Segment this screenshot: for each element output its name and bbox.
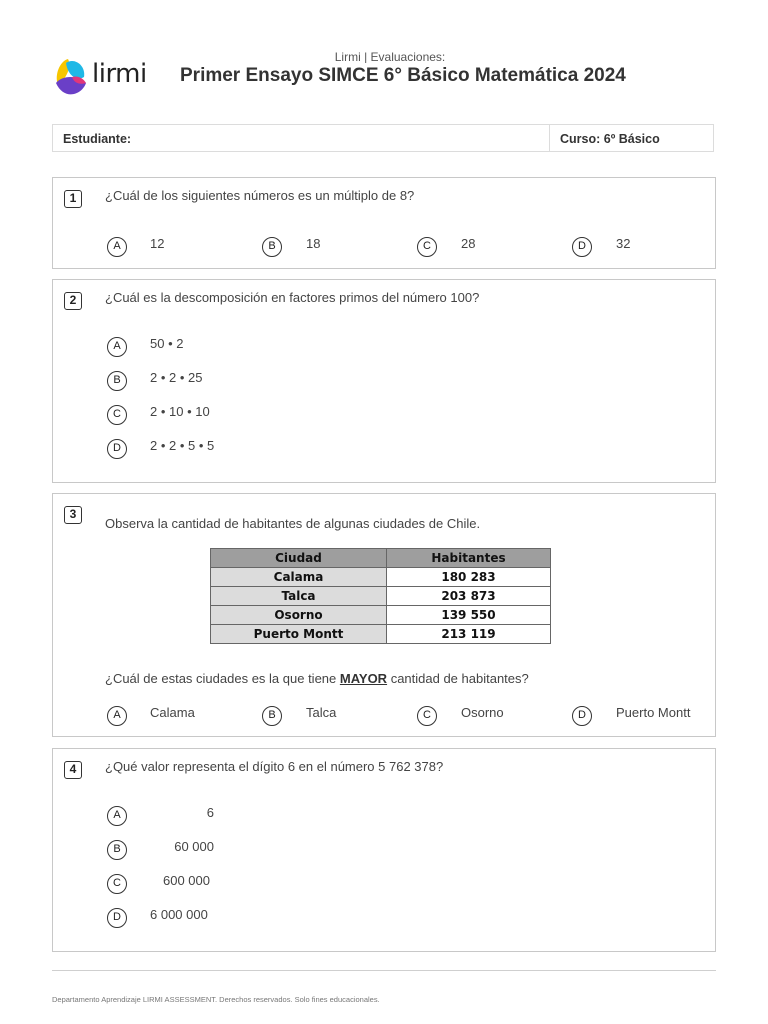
- option-a-text: Calama: [150, 705, 195, 720]
- option-b-text: 60 000: [174, 839, 214, 854]
- question-1: [52, 177, 716, 269]
- question-text-after: cantidad de habitantes?: [387, 671, 529, 686]
- option-a-text: 6: [206, 805, 214, 820]
- table-cell-city: Osorno: [211, 606, 387, 625]
- option-a-circle[interactable]: A: [107, 337, 127, 357]
- footer-divider: [52, 970, 716, 971]
- cities-table: [210, 548, 551, 644]
- option-c-text: Osorno: [461, 705, 504, 720]
- option-b-circle[interactable]: B: [262, 237, 282, 257]
- table-header-row: [211, 549, 551, 568]
- option-d-text: 6 000 000: [150, 907, 208, 922]
- question-number: 1: [64, 190, 82, 208]
- option-c-circle[interactable]: C: [107, 405, 127, 425]
- option-d-text: Puerto Montt: [616, 705, 691, 720]
- question-text-before: ¿Cuál de estas ciudades es la que tiene: [105, 671, 340, 686]
- option-c-text: 2 • 10 • 10: [150, 404, 210, 419]
- option-d-circle[interactable]: D: [107, 908, 127, 928]
- question-text: [105, 671, 529, 686]
- option-d-text: 32: [616, 236, 631, 251]
- brand-name: lirmi: [92, 59, 147, 89]
- table-header-population: Habitantes: [387, 549, 551, 568]
- option-d-text: 2 • 2 • 5 • 5: [150, 438, 215, 453]
- table-row: [211, 625, 551, 644]
- option-c-circle[interactable]: C: [107, 874, 127, 894]
- option-d-circle[interactable]: D: [572, 237, 592, 257]
- option-d-circle[interactable]: D: [107, 439, 127, 459]
- question-4: [52, 748, 716, 952]
- option-a-circle[interactable]: A: [107, 237, 127, 257]
- option-b-circle[interactable]: B: [107, 371, 127, 391]
- option-c-circle[interactable]: C: [417, 706, 437, 726]
- table-row: [211, 606, 551, 625]
- table-row: [211, 587, 551, 606]
- question-number: 3: [64, 506, 82, 524]
- table-cell-city: Calama: [211, 568, 387, 587]
- question-3: [52, 493, 716, 737]
- header-subtitle: Lirmi | Evaluaciones:: [334, 50, 446, 63]
- option-b-text: 18: [306, 236, 321, 251]
- table-cell-city: Puerto Montt: [211, 625, 387, 644]
- lirmi-logo: [52, 55, 147, 101]
- student-cell[interactable]: [53, 125, 550, 151]
- page-title: Primer Ensayo SIMCE 6° Básico Matemática 2024: [180, 65, 626, 86]
- option-d-circle[interactable]: D: [572, 706, 592, 726]
- question-text: ¿Qué valor representa el dígito 6 en el número 5 762 378?: [105, 759, 444, 774]
- student-info-bar: [52, 124, 714, 152]
- option-a-text: 12: [150, 236, 165, 251]
- question-text: ¿Cuál de los siguientes números es un múltiplo de 8?: [105, 188, 415, 203]
- option-b-text: Talca: [306, 705, 337, 720]
- table-cell-population: 180 283: [387, 568, 551, 587]
- question-number: 4: [64, 761, 82, 779]
- option-b-text: 2 • 2 • 25: [150, 370, 203, 385]
- table-cell-population: 213 119: [387, 625, 551, 644]
- option-a-circle[interactable]: A: [107, 706, 127, 726]
- table-cell-population: 139 550: [387, 606, 551, 625]
- student-label: Estudiante:: [63, 132, 132, 146]
- question-intro: Observa la cantidad de habitantes de algunas ciudades de Chile.: [105, 516, 481, 531]
- table-row: [211, 568, 551, 587]
- option-c-circle[interactable]: C: [417, 237, 437, 257]
- table-cell-city: Talca: [211, 587, 387, 606]
- question-text-emphasis: MAYOR: [339, 671, 388, 686]
- option-c-text: 28: [461, 236, 476, 251]
- lirmi-logo-icon: [52, 55, 92, 101]
- option-c-text: 600 000: [163, 873, 210, 888]
- question-2: [52, 279, 716, 483]
- table-header-city: Ciudad: [211, 549, 387, 568]
- course-label: Curso: 6º Básico: [560, 132, 660, 146]
- footer-text: Departamento Aprendizaje LIRMI ASSESSMENT. Derechos reservados. Solo fines educacionales.: [52, 995, 380, 1004]
- question-text: ¿Cuál es la descomposición en factores primos del número 100?: [105, 290, 480, 305]
- table-cell-population: 203 873: [387, 587, 551, 606]
- option-b-circle[interactable]: B: [262, 706, 282, 726]
- question-number: 2: [64, 292, 82, 310]
- option-a-circle[interactable]: A: [107, 806, 127, 826]
- option-b-circle[interactable]: B: [107, 840, 127, 860]
- option-a-text: 50 • 2: [150, 336, 184, 351]
